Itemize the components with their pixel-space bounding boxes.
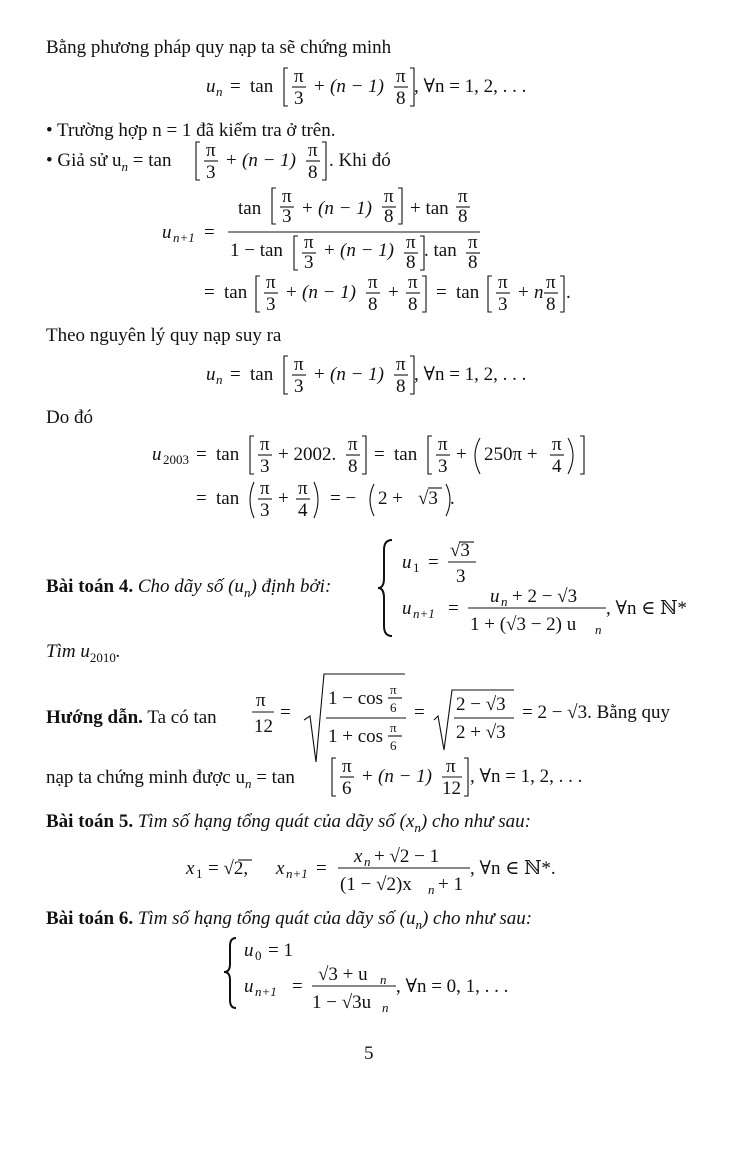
problem-6-system: [222, 934, 522, 1014]
problem-4-system: [376, 536, 696, 640]
svg-text:=: =: [428, 552, 439, 573]
svg-text:8: 8: [396, 88, 406, 109]
svg-text:6: 6: [390, 738, 397, 753]
svg-text:, ∀n ∈ ℕ*.: , ∀n ∈ ℕ*.: [470, 858, 556, 879]
svg-text:8: 8: [348, 456, 358, 477]
svg-text:3: 3: [260, 456, 270, 477]
svg-text:π: π: [458, 186, 468, 207]
therefore-text: Do đó: [46, 407, 93, 428]
svg-text:, ∀n ∈ ℕ*: , ∀n ∈ ℕ*: [606, 598, 687, 619]
svg-text:= 2 − √3. Bằng quy: = 2 − √3. Bằng quy: [522, 702, 670, 723]
svg-text:(n − 1): (n − 1): [318, 198, 372, 219]
svg-text:π: π: [266, 272, 276, 293]
svg-text:, ∀n = 1, 2, . . .: , ∀n = 1, 2, . . .: [470, 766, 583, 787]
svg-text:=: =: [316, 858, 327, 879]
svg-text:π: π: [294, 66, 304, 87]
bullet-assume: • Giả sử $u_n = \tan$: [46, 150, 172, 174]
svg-text:1: 1: [413, 560, 420, 575]
svg-text:π: π: [342, 756, 352, 777]
svg-text:n: n: [595, 622, 602, 637]
svg-text:=: =: [204, 282, 215, 303]
svg-text:(n − 1): (n − 1): [330, 76, 384, 97]
find-u2010: Tìm $u_{2010}$.: [46, 641, 121, 665]
svg-text:=: =: [448, 598, 459, 619]
svg-text:π: π: [206, 140, 216, 161]
svg-text:3: 3: [456, 566, 466, 587]
svg-text:π: π: [406, 232, 416, 253]
svg-text:+ 1: + 1: [438, 874, 463, 895]
svg-text:1: 1: [196, 866, 203, 881]
problem-5-recurrence: [180, 840, 600, 896]
eq1-tan: tan: [250, 76, 274, 97]
bullet-case-one: • Trường hợp n = 1 đã kiểm tra ở trên.: [46, 120, 336, 141]
svg-text:π: π: [390, 720, 397, 735]
svg-text:u: u: [402, 598, 412, 619]
svg-text:π: π: [390, 682, 397, 697]
svg-text:n+1: n+1: [255, 984, 277, 999]
svg-text:1 + (√3 − 2) u: 1 + (√3 − 2) u: [470, 614, 577, 635]
svg-text:(n − 1): (n − 1): [302, 282, 356, 303]
svg-text:=: =: [436, 282, 447, 303]
svg-text:π: π: [446, 756, 456, 777]
svg-text:3: 3: [304, 252, 314, 273]
svg-text:n: n: [534, 282, 544, 303]
svg-text:6: 6: [390, 700, 397, 715]
svg-text:n+1: n+1: [413, 606, 435, 621]
svg-text:u: u: [244, 940, 254, 961]
svg-text:+ √2 − 1: + √2 − 1: [374, 846, 440, 867]
svg-text:=: =: [230, 364, 241, 385]
svg-text:1 + cos: 1 + cos: [328, 726, 384, 747]
svg-text:π: π: [552, 434, 562, 455]
svg-text:2 − √3: 2 − √3: [456, 694, 506, 715]
svg-text:u: u: [152, 444, 162, 465]
eq1-forall: , ∀n = 1, 2, . . .: [414, 76, 527, 97]
svg-text:x: x: [186, 858, 195, 879]
intro-text: Bằng phương pháp quy nạp ta sẽ chứng minh: [46, 37, 392, 58]
svg-text:π: π: [298, 478, 308, 499]
svg-text:6: 6: [342, 778, 352, 799]
svg-text:π: π: [396, 66, 406, 87]
svg-text:+ tan: + tan: [410, 198, 449, 219]
svg-text:+: +: [456, 444, 467, 465]
svg-text:(1 − √2)x: (1 − √2)x: [340, 874, 412, 895]
svg-text:250π +: 250π +: [484, 444, 538, 465]
problem-4-statement: Bài toán 4. Cho dãy số $(u_n)$ định bởi:: [46, 576, 332, 600]
svg-text:+: +: [388, 282, 399, 303]
svg-text:3: 3: [498, 294, 508, 315]
svg-text:+ 2 − √3: + 2 − √3: [512, 586, 578, 607]
svg-text:8: 8: [408, 294, 418, 315]
svg-text:.: .: [566, 282, 571, 303]
problem-5-statement: Bài toán 5. Tìm số hạng tổng quát của dãy số $(x_n)$ cho như sau:: [46, 811, 532, 835]
svg-text:π: π: [384, 186, 394, 207]
svg-text:3: 3: [260, 500, 270, 521]
svg-text:3: 3: [266, 294, 276, 315]
svg-text:(n − 1): (n − 1): [242, 150, 296, 171]
svg-text:= √2,: = √2,: [208, 858, 249, 879]
svg-text:3: 3: [438, 456, 448, 477]
svg-text:1 − √3u: 1 − √3u: [312, 992, 372, 1013]
svg-text:1 − tan: 1 − tan: [230, 240, 283, 261]
svg-text:π: π: [368, 272, 378, 293]
svg-text:π: π: [408, 272, 418, 293]
page-number: 5: [364, 1043, 374, 1064]
svg-text:.: .: [450, 488, 455, 509]
svg-text:12: 12: [254, 716, 273, 737]
svg-text:tan: tan: [216, 444, 240, 465]
problem-6-statement: Bài toán 6. Tìm số hạng tổng quát của dãy số $(u_n)$ cho như sau:: [46, 908, 533, 932]
svg-text:=: =: [196, 488, 207, 509]
svg-text:8: 8: [458, 206, 468, 227]
svg-text:3: 3: [294, 376, 304, 397]
problem-6-title: Bài toán 6.: [46, 908, 134, 929]
svg-text:n: n: [428, 882, 435, 897]
svg-text:=: =: [374, 444, 385, 465]
svg-text:x: x: [276, 858, 285, 879]
svg-text:π: π: [282, 186, 292, 207]
problem-4-title: Bài toán 4.: [46, 576, 134, 597]
svg-text:= 1: = 1: [268, 940, 293, 961]
svg-text:π: π: [468, 232, 478, 253]
svg-text:, ∀n = 0, 1, . . .: , ∀n = 0, 1, . . .: [396, 976, 509, 997]
svg-text:3: 3: [294, 88, 304, 109]
svg-text:. tan: . tan: [424, 240, 457, 261]
svg-text:+: +: [362, 766, 373, 787]
svg-text:= −: = −: [330, 488, 357, 509]
svg-text:8: 8: [368, 294, 378, 315]
svg-text:tan: tan: [250, 364, 274, 385]
svg-text:3: 3: [282, 206, 292, 227]
svg-text:π: π: [260, 434, 270, 455]
svg-text:√3: √3: [450, 540, 470, 561]
svg-text:π: π: [308, 140, 318, 161]
svg-text:12: 12: [442, 778, 461, 799]
svg-text:tan: tan: [224, 282, 248, 303]
svg-text:n: n: [380, 972, 387, 987]
svg-text:n: n: [364, 854, 371, 869]
svg-text:+: +: [314, 76, 325, 97]
svg-text:=: =: [414, 702, 425, 723]
svg-text:u: u: [244, 976, 254, 997]
svg-text:tan: tan: [394, 444, 418, 465]
svg-text:8: 8: [406, 252, 416, 273]
svg-text:tan: tan: [216, 488, 240, 509]
svg-text:(n − 1): (n − 1): [330, 364, 384, 385]
svg-text:π: π: [304, 232, 314, 253]
svg-text:tan: tan: [238, 198, 262, 219]
svg-text:2 +: 2 +: [378, 488, 403, 509]
equation-un-result: [200, 350, 540, 398]
svg-text:8: 8: [308, 162, 318, 183]
svg-text:π: π: [294, 354, 304, 375]
svg-text:n: n: [382, 1000, 389, 1015]
svg-text:π: π: [546, 272, 556, 293]
svg-text:=: =: [230, 76, 241, 97]
svg-text:4: 4: [298, 500, 308, 521]
svg-text:+: +: [314, 364, 325, 385]
svg-text:x: x: [354, 846, 363, 867]
svg-text:u: u: [206, 364, 216, 385]
svg-text:+: +: [302, 198, 313, 219]
svg-text:+: +: [226, 150, 237, 171]
svg-text:8: 8: [396, 376, 406, 397]
svg-text:π: π: [348, 434, 358, 455]
equation-un-plus-one: [160, 180, 620, 320]
svg-text:√3 + u: √3 + u: [318, 964, 368, 985]
svg-text:=: =: [204, 222, 215, 243]
induction-conclusion-text: Theo nguyên lý quy nạp suy ra: [46, 325, 282, 346]
svg-text:π: π: [438, 434, 448, 455]
svg-text:+ 2002.: + 2002.: [278, 444, 337, 465]
svg-text:0: 0: [255, 948, 262, 963]
bullet2-bracket: [194, 136, 344, 184]
eq1-n: n: [216, 84, 223, 99]
equation-u2003: [150, 428, 610, 524]
svg-text:n: n: [216, 372, 223, 387]
svg-text:+: +: [518, 282, 529, 303]
svg-text:√3: √3: [418, 488, 438, 509]
svg-text:n+1: n+1: [173, 230, 195, 245]
svg-text:1 − cos: 1 − cos: [328, 688, 384, 709]
svg-text:u: u: [490, 586, 500, 607]
svg-text:(n − 1): (n − 1): [378, 766, 432, 787]
equation-un-tan: [200, 62, 540, 110]
induction-proof-formula: [330, 752, 630, 800]
problem-5-title: Bài toán 5.: [46, 811, 134, 832]
svg-text:tan: tan: [456, 282, 480, 303]
svg-text:u: u: [402, 552, 412, 573]
induction-proof-text: nạp ta chứng minh được $u_n = \tan$: [46, 767, 295, 791]
svg-text:3: 3: [206, 162, 216, 183]
svg-text:8: 8: [384, 206, 394, 227]
svg-text:8: 8: [546, 294, 556, 315]
svg-text:+: +: [286, 282, 297, 303]
svg-text:4: 4: [552, 456, 562, 477]
svg-text:(n − 1): (n − 1): [340, 240, 394, 261]
svg-text:+: +: [278, 488, 289, 509]
hint-title: Hướng dẫn.: [46, 707, 143, 728]
svg-text:n+1: n+1: [286, 866, 308, 881]
hint-text: Hướng dẫn. Ta có tan: [46, 707, 217, 728]
svg-text:π: π: [260, 478, 270, 499]
svg-text:n: n: [501, 594, 508, 609]
bullet2-suffix: . Khi đó: [329, 150, 391, 171]
svg-text:π: π: [256, 690, 266, 711]
eq1-u: u: [206, 76, 216, 97]
svg-text:=: =: [292, 976, 303, 997]
svg-text:, ∀n = 1, 2, . . .: , ∀n = 1, 2, . . .: [414, 364, 527, 385]
svg-text:8: 8: [468, 252, 478, 273]
svg-text:2 + √3: 2 + √3: [456, 722, 506, 743]
svg-text:u: u: [162, 222, 172, 243]
svg-text:+: +: [324, 240, 335, 261]
svg-text:π: π: [396, 354, 406, 375]
svg-text:π: π: [498, 272, 508, 293]
svg-text:=: =: [196, 444, 207, 465]
svg-text:2003: 2003: [163, 452, 189, 467]
svg-text:=: =: [280, 702, 291, 723]
